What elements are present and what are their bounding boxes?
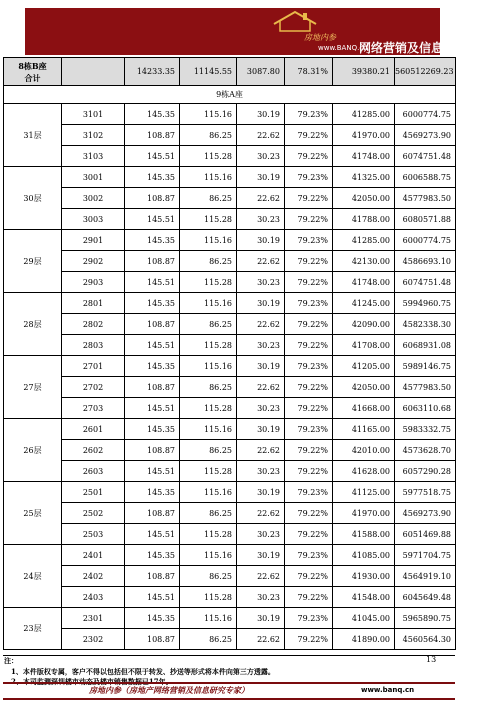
table-cell: 4577983.50: [395, 377, 456, 398]
table-row: [4, 377, 456, 398]
unit-number-cell: 3101: [62, 104, 125, 125]
table-cell: 41890.00: [333, 629, 395, 650]
table-row: [4, 629, 456, 650]
table-cell: 145.35: [125, 167, 180, 188]
table-cell: 145.35: [125, 230, 180, 251]
table-cell: 115.16: [180, 482, 237, 503]
table-cell: 79.22%: [285, 524, 333, 545]
floor-label: 23层: [4, 608, 62, 650]
note-item: 2、本司监测深圳楼市动态及楼市销售数据已17年。: [11, 677, 173, 686]
table-cell: 108.87: [125, 377, 180, 398]
table-cell: 41165.00: [333, 419, 395, 440]
table-cell: 115.28: [180, 524, 237, 545]
table-cell: 4564919.10: [395, 566, 456, 587]
unit-number-cell: 3102: [62, 125, 125, 146]
table-cell: 79.23%: [285, 482, 333, 503]
table-row: [4, 314, 456, 335]
table-cell: 79.22%: [285, 125, 333, 146]
table-row: [4, 608, 456, 629]
summary-cell: 11145.55: [180, 58, 237, 86]
table-cell: 79.22%: [285, 503, 333, 524]
table-cell: 4560564.30: [395, 629, 456, 650]
table-cell: 6045649.48: [395, 587, 456, 608]
table-cell: 108.87: [125, 188, 180, 209]
table-cell: 6080571.88: [395, 209, 456, 230]
table-cell: 108.87: [125, 440, 180, 461]
table-cell: 30.19: [237, 608, 285, 629]
table-cell: 115.28: [180, 461, 237, 482]
sales-table: [3, 57, 456, 650]
table-cell: 108.87: [125, 251, 180, 272]
table-cell: 145.35: [125, 104, 180, 125]
section-row: [4, 86, 456, 104]
table-row: [4, 440, 456, 461]
table-cell: 30.23: [237, 146, 285, 167]
table-cell: 79.22%: [285, 335, 333, 356]
floor-label: 28层: [4, 293, 62, 356]
unit-number-cell: 3103: [62, 146, 125, 167]
table-cell: 145.35: [125, 356, 180, 377]
table-cell: 145.51: [125, 461, 180, 482]
table-row: [4, 398, 456, 419]
table-cell: 30.19: [237, 545, 285, 566]
table-cell: 115.16: [180, 230, 237, 251]
table-cell: 41668.00: [333, 398, 395, 419]
unit-number-cell: 2802: [62, 314, 125, 335]
table-row: [4, 566, 456, 587]
footer-band: [3, 682, 455, 700]
table-cell: 22.62: [237, 440, 285, 461]
table-cell: 22.62: [237, 251, 285, 272]
table-cell: 145.35: [125, 293, 180, 314]
table-cell: 79.23%: [285, 293, 333, 314]
table-cell: 115.16: [180, 545, 237, 566]
table-cell: 5983332.75: [395, 419, 456, 440]
table-cell: 115.16: [180, 356, 237, 377]
table-cell: 30.19: [237, 482, 285, 503]
table-cell: 22.62: [237, 503, 285, 524]
house-logo-icon: [272, 10, 318, 32]
unit-number-cell: 2701: [62, 356, 125, 377]
table-cell: 4573628.70: [395, 440, 456, 461]
table-cell: 79.22%: [285, 377, 333, 398]
table-cell: 22.62: [237, 125, 285, 146]
table-cell: 86.25: [180, 125, 237, 146]
table-cell: 145.51: [125, 587, 180, 608]
table-cell: 4582338.30: [395, 314, 456, 335]
table-cell: 41085.00: [333, 545, 395, 566]
table-cell: 86.25: [180, 377, 237, 398]
table-cell: 41205.00: [333, 356, 395, 377]
table-cell: 5977518.75: [395, 482, 456, 503]
table-cell: 42050.00: [333, 188, 395, 209]
table-cell: 41628.00: [333, 461, 395, 482]
notes-title: 注：: [4, 656, 18, 665]
table-row: [4, 230, 456, 251]
footer-url: www.banq.cn: [361, 686, 415, 694]
table-cell: 6068931.08: [395, 335, 456, 356]
unit-number-cell: 2503: [62, 524, 125, 545]
table-cell: 41285.00: [333, 104, 395, 125]
table-cell: 145.51: [125, 272, 180, 293]
table-cell: 86.25: [180, 314, 237, 335]
table-cell: 79.23%: [285, 608, 333, 629]
table-cell: 30.19: [237, 419, 285, 440]
header-banner: [25, 8, 491, 55]
table-cell: 145.35: [125, 608, 180, 629]
unit-number-cell: 2301: [62, 608, 125, 629]
table-cell: 41325.00: [333, 167, 395, 188]
table-cell: 30.23: [237, 272, 285, 293]
table-cell: 79.22%: [285, 251, 333, 272]
unit-number-cell: 2402: [62, 566, 125, 587]
table-row: [4, 419, 456, 440]
table-cell: 79.22%: [285, 146, 333, 167]
table-cell: 115.28: [180, 209, 237, 230]
table-cell: 115.16: [180, 104, 237, 125]
table-cell: 145.51: [125, 524, 180, 545]
table-cell: 30.23: [237, 461, 285, 482]
table-cell: 30.19: [237, 356, 285, 377]
table-cell: 79.22%: [285, 209, 333, 230]
unit-number-cell: 2703: [62, 398, 125, 419]
table-row: [4, 461, 456, 482]
table-cell: 41748.00: [333, 272, 395, 293]
table-cell: 145.51: [125, 335, 180, 356]
table-cell: 41708.00: [333, 335, 395, 356]
table-cell: 145.51: [125, 209, 180, 230]
table-row: [4, 293, 456, 314]
table-cell: 79.23%: [285, 104, 333, 125]
table-cell: 115.16: [180, 419, 237, 440]
table-cell: 79.22%: [285, 188, 333, 209]
section-title: 9栋A座: [4, 86, 456, 104]
table-cell: 30.19: [237, 230, 285, 251]
table-cell: 108.87: [125, 125, 180, 146]
table-cell: 41970.00: [333, 125, 395, 146]
summary-cell: [62, 58, 125, 86]
table-cell: 30.19: [237, 104, 285, 125]
summary-cell: 3087.80: [237, 58, 285, 86]
table-cell: 41045.00: [333, 608, 395, 629]
table-cell: 22.62: [237, 629, 285, 650]
table-cell: 42010.00: [333, 440, 395, 461]
table-cell: 115.16: [180, 293, 237, 314]
summary-row: [4, 58, 456, 86]
unit-number-cell: 2702: [62, 377, 125, 398]
table-cell: 79.22%: [285, 398, 333, 419]
note-item: 1、本件版权专属，客户不得以包括但不限于转发、抄送等形式将本件向第三方透露。: [11, 667, 275, 676]
table-cell: 79.23%: [285, 356, 333, 377]
summary-cell: 560512269.23: [395, 58, 456, 86]
table-row: [4, 335, 456, 356]
unit-number-cell: 2502: [62, 503, 125, 524]
unit-number-cell: 2603: [62, 461, 125, 482]
table-cell: 6063110.68: [395, 398, 456, 419]
table-cell: 6000774.75: [395, 230, 456, 251]
table-cell: 108.87: [125, 566, 180, 587]
unit-number-cell: 2403: [62, 587, 125, 608]
summary-cell: 39380.21: [333, 58, 395, 86]
table-row: [4, 104, 456, 125]
table-cell: 115.28: [180, 335, 237, 356]
page-number: 13: [426, 655, 437, 664]
table-cell: 41970.00: [333, 503, 395, 524]
table-cell: 22.62: [237, 314, 285, 335]
table-cell: 86.25: [180, 251, 237, 272]
table-cell: 115.16: [180, 608, 237, 629]
table-cell: 30.23: [237, 398, 285, 419]
table-cell: 22.62: [237, 377, 285, 398]
table-cell: 30.19: [237, 293, 285, 314]
unit-number-cell: 2801: [62, 293, 125, 314]
table-cell: 41285.00: [333, 230, 395, 251]
unit-number-cell: 2602: [62, 440, 125, 461]
table-cell: 6057290.28: [395, 461, 456, 482]
table-cell: 42090.00: [333, 314, 395, 335]
table-cell: 145.51: [125, 398, 180, 419]
table-cell: 30.23: [237, 587, 285, 608]
table-cell: 108.87: [125, 503, 180, 524]
summary-label: 8栋B座 合计: [4, 58, 62, 86]
table-cell: 86.25: [180, 629, 237, 650]
logo-url: www.BANQ.cn: [318, 44, 368, 52]
table-cell: 115.28: [180, 146, 237, 167]
table-row: [4, 209, 456, 230]
footer-text: 房地内参（房地产网络营销及信息研究专家）: [89, 685, 249, 695]
table-row: [4, 524, 456, 545]
table-cell: 79.22%: [285, 587, 333, 608]
table-cell: 79.23%: [285, 167, 333, 188]
unit-number-cell: 3003: [62, 209, 125, 230]
unit-number-cell: 2902: [62, 251, 125, 272]
table-cell: 79.22%: [285, 314, 333, 335]
table-cell: 145.51: [125, 146, 180, 167]
table-cell: 79.22%: [285, 566, 333, 587]
table-cell: 4586693.10: [395, 251, 456, 272]
table-row: [4, 356, 456, 377]
table-row: [4, 503, 456, 524]
unit-number-cell: 2803: [62, 335, 125, 356]
table-cell: 6000774.75: [395, 104, 456, 125]
table-cell: 79.22%: [285, 461, 333, 482]
table-cell: 30.23: [237, 209, 285, 230]
table-cell: 41930.00: [333, 566, 395, 587]
table-cell: 30.23: [237, 524, 285, 545]
table-cell: 6074751.48: [395, 146, 456, 167]
table-cell: 115.28: [180, 272, 237, 293]
unit-number-cell: 2501: [62, 482, 125, 503]
floor-label: 31层: [4, 104, 62, 167]
table-cell: 6006588.75: [395, 167, 456, 188]
table-cell: 22.62: [237, 566, 285, 587]
table-cell: 145.35: [125, 545, 180, 566]
table-cell: 41788.00: [333, 209, 395, 230]
floor-label: 30层: [4, 167, 62, 230]
unit-number-cell: 3001: [62, 167, 125, 188]
floor-label: 25层: [4, 482, 62, 545]
table-cell: 5989146.75: [395, 356, 456, 377]
table-row: [4, 251, 456, 272]
table-cell: 86.25: [180, 503, 237, 524]
table-cell: 6074751.48: [395, 272, 456, 293]
table-row: [4, 545, 456, 566]
unit-number-cell: 2401: [62, 545, 125, 566]
table-cell: 4577983.50: [395, 188, 456, 209]
floor-label: 27层: [4, 356, 62, 419]
floor-label: 24层: [4, 545, 62, 608]
summary-cell: 14233.35: [125, 58, 180, 86]
table-cell: 86.25: [180, 440, 237, 461]
table-cell: 41588.00: [333, 524, 395, 545]
floor-label: 26层: [4, 419, 62, 482]
summary-cell: 78.31%: [285, 58, 333, 86]
table-cell: 5971704.75: [395, 545, 456, 566]
table-cell: 79.23%: [285, 230, 333, 251]
table-cell: 79.23%: [285, 419, 333, 440]
table-cell: 86.25: [180, 566, 237, 587]
table-row: [4, 167, 456, 188]
header-title: 网络营销及信息研究专家: [359, 41, 491, 55]
table-cell: 145.35: [125, 482, 180, 503]
table-cell: 115.28: [180, 587, 237, 608]
table-cell: 41125.00: [333, 482, 395, 503]
table-cell: 5994960.75: [395, 293, 456, 314]
table-row: [4, 587, 456, 608]
table-cell: 145.35: [125, 419, 180, 440]
table-row: [4, 482, 456, 503]
table-cell: 86.25: [180, 188, 237, 209]
table-cell: 41245.00: [333, 293, 395, 314]
table-cell: 115.28: [180, 398, 237, 419]
unit-number-cell: 2302: [62, 629, 125, 650]
table-cell: 79.22%: [285, 272, 333, 293]
table-cell: 22.62: [237, 188, 285, 209]
floor-label: 29层: [4, 230, 62, 293]
unit-number-cell: 2601: [62, 419, 125, 440]
logo-text: 房地内参: [304, 33, 336, 42]
table-cell: 6051469.88: [395, 524, 456, 545]
table-cell: 79.22%: [285, 440, 333, 461]
table-row: [4, 146, 456, 167]
table-row: [4, 272, 456, 293]
table-cell: 42050.00: [333, 377, 395, 398]
table-cell: 42130.00: [333, 251, 395, 272]
table-cell: 41748.00: [333, 146, 395, 167]
table-cell: 115.16: [180, 167, 237, 188]
table-cell: 4569273.90: [395, 503, 456, 524]
table-cell: 4569273.90: [395, 125, 456, 146]
table-cell: 41548.00: [333, 587, 395, 608]
unit-number-cell: 2903: [62, 272, 125, 293]
table-cell: 5965890.75: [395, 608, 456, 629]
table-row: [4, 125, 456, 146]
table-cell: 108.87: [125, 629, 180, 650]
table-cell: 30.19: [237, 167, 285, 188]
table-cell: 30.23: [237, 335, 285, 356]
table-cell: 79.23%: [285, 545, 333, 566]
table-cell: 79.22%: [285, 629, 333, 650]
unit-number-cell: 3002: [62, 188, 125, 209]
table-cell: 108.87: [125, 314, 180, 335]
unit-number-cell: 2901: [62, 230, 125, 251]
table-row: [4, 188, 456, 209]
